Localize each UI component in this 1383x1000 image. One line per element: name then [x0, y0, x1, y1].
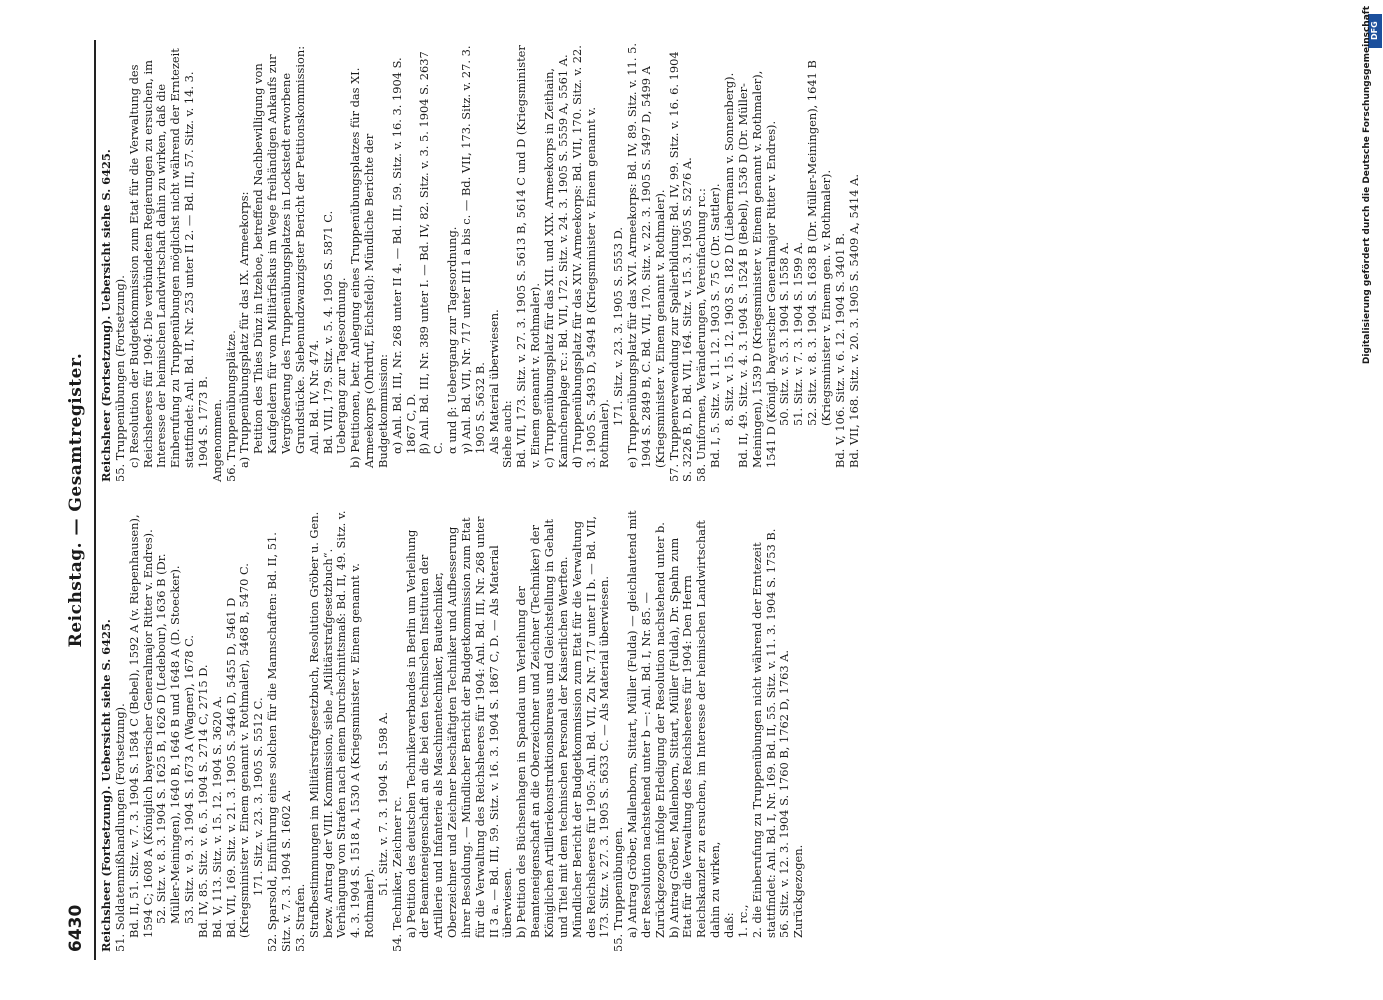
entry: Uebergang zur Tagesordnung.: [334, 277, 349, 454]
entry-heading: Reichsheer (Fortsetzung). Uebersicht siehe S. 6425.: [99, 619, 113, 952]
entry: 171. Sitz. v. 23. 3. 1905 S. 5512 C.: [251, 697, 266, 896]
entry: a) Truppenübungsplatz für das IX. Armeekorps:: [237, 191, 252, 468]
entry: a) Petition des deutschen Technikerverbandes in Berlin um Verleihung der Beamteneigenschaft an die bei den technischen Instituten der Artillerie und Infanterie als Maschinentechniker, Bautechniker, Oberzeichner und Zeichner beschäftigten Techniker und Aufbesserung ihrer Besoldung. — Mündlicher Bericht der Budgetkommission zum Etat für die Verwaltung des Reichsheeres für 1904: Anl. Bd. III, Nr. 268 unter II 3 a. — Bd. III, 59. Sitz. v. 16. 3. 1904 S. 1867 C, D. — Als Material überwiesen.: [403, 516, 515, 938]
entry: Bd. V, 106. Sitz. v. 6. 12. 1904 S. 3401 B.: [832, 232, 847, 468]
entry: 58. Uniformen, Veränderungen, Vereinfachung rc.:: [694, 188, 709, 482]
entry: d) Truppenübungsplatz für das XIV. Armeekorps: Bd. VII, 170. Sitz. v. 22. 3. 1905 S. 5493 D, 5494 B (Kriegsminister v. Einem genannt v. Rothmaler).: [569, 45, 612, 468]
entry: 53. Sitz. v. 9. 3. 1904 S. 1673 A (Wagner), 1678 C.: [182, 635, 197, 924]
digitization-stamp: [1362, 6, 1383, 996]
entry: b) Antrag Gröber, Mallenborn, Sittart, Müller (Fulda), Dr. Spahn zum Etat für die Verwaltung des Reichsheeres für 1904: Den Herrn Reichskanzler zu ersuchen, im Interesse der heimischen Landwirtschaft dahin zu wirken,: [666, 520, 723, 938]
entry: β) Anl. Bd. III, Nr. 389 unter I. — Bd. IV, 82. Sitz. v. 3. 5. 1904 S. 2637 C.: [417, 51, 446, 454]
entry: daß:: [721, 912, 736, 938]
entry-heading: Reichsheer (Fortsetzung). Uebersicht siehe S. 6425.: [99, 149, 113, 482]
entry: Bd. IV, 85. Sitz. v. 6. 5. 1904 S. 2714 C, 2715 D.: [195, 664, 210, 938]
right-column: [100, 40, 861, 482]
entry: 51. Sitz. v. 7. 3. 1904 S. 1598 A.: [375, 711, 390, 896]
entry: Zurückgezogen.: [791, 844, 806, 938]
stamp-text: Digitalisierung gefördert durch die Deutsche Forschungsgemeinschaft: [1362, 6, 1372, 365]
entry: b) Petition des Büchsenhagen in Spandau um Verleihung der Beamteneigenschaft an die Oberzeichner und Zeichner (Techniker) der Königlichen Artilleriekonstruktionsbureaus und Gleichstellung in Gehalt und Titel mit dem technischen Personal der Kaiserlichen Werften. Mündlicher Bericht der Budgetkommission zum Etat für die Verwaltung des Reichsheeres für 1905: Anl. Bd. VII, Zu Nr. 717 unter II b. — Bd. VII, 173. Sitz. v. 27. 3. 1905 S. 5633 C. — Als Material überwiesen.: [514, 516, 612, 938]
entry: α und β: Uebergang zur Tagesordnung.: [445, 226, 460, 454]
entry: 51. Sitz. v. 7. 3. 1904 S. 1599 A.: [791, 241, 806, 426]
entry: 52. Sitz. v. 8. 3. 1904 S. 1625 B, 1626 D (Ledebour), 1636 B (Dr. Müller-Meiningen), 1640 B, 1646 B und 1648 A (D. Stoecker).: [154, 553, 183, 924]
entry: Angenommen.: [209, 398, 224, 482]
entry: c) Resolution der Budgetkommission zum Etat für die Verwaltung des Reichsheeres für 1904: Die verbündeten Regierungen zu ersuchen, im Interesse der heimischen Landwirtschaft dahin zu wirken, daß die Einberufung zu Truppenübungen möglichst nicht während der Erntezeit stattfindet: Anl. Bd. II, Nr. 253 unter II 2. — Bd. III, 57. Sitz. v. 14. 3. 1904 S. 1773 B.: [126, 48, 210, 468]
page-title: Reichstag. — Gesamtregister.: [66, 352, 86, 648]
entry: Bd. VII, 168. Sitz. v. 20. 3. 1905 S. 5409 A, 5414 A.: [846, 174, 861, 468]
entry: 52. Sparsold, Einführung eines solchen für die Mannschaften: Bd. II, 51. Sitz. v. 7. 3. 1904 S. 1602 A.: [265, 532, 293, 952]
entry: 8. Sitz. v. 15. 12. 1903 S. 182 D (Liebermann v. Sonnenberg).: [721, 72, 736, 426]
entry: Bd. I, 5. Sitz. v. 11. 12. 1903 S. 75 C (Dr. Sattler).: [708, 183, 723, 468]
entry: Als Material überwiesen.: [486, 309, 501, 454]
entry: 52. Sitz. v. 8. 3. 1904 S. 1638 B (Dr. Müller-Meiningen), 1641 B (Kriegsminister v. Einem gen. v. Rothmaler).: [805, 60, 833, 426]
entry: 2. die Einberufung zu Truppenübungen nicht während der Erntezeit stattfindet: Anl. Bd. I, Nr. 169. Bd. II, 55. Sitz. v. 11. 3. 1904 S. 1753 B. 56. Sitz. v. 12. 3. 1904 S. 1760 B, 1762 D, 1763 A.: [749, 528, 792, 938]
page-header: [60, 40, 96, 960]
entry: Bd. VIII, 179. Sitz. v. 5. 4. 1905 S. 5871 C.: [320, 210, 335, 454]
page-number: 6430: [66, 904, 86, 952]
entry: α) Anl. Bd. III, Nr. 268 unter II 4. — Bd. III, 59. Sitz. v. 16. 3. 1904 S. 1867 C, D.: [389, 57, 418, 454]
entry: Bd. VII, 173. Sitz. v. 27. 3. 1905 S. 5613 B, 5614 C und D (Kriegsminister v. Einem genannt v. Rothmaler).: [514, 45, 543, 468]
entry: Petition des Thies Dünz in Itzehoe, betreffend Nachbewilligung von Kaufgeldern für vom Militärfiskus im Wege freihändigen Ankaufs zur Vergrößerung des Truppenübungsplatzes in Lockstedt erworbene Grundstücke. Siebenundzwanzigster Bericht der Petitionskommission: Anl. Bd. IV, Nr. 474.: [251, 45, 321, 454]
entry: c) Truppenübungsplatz für das XII. und XIX. Armeekorps in Zeithain, Kaninchenplage rc.: Bd. VII, 172. Sitz. v. 24. 3. 1905 S. 5559 A, 5561 A.: [542, 54, 570, 468]
entry: a) Antrag Gröber, Mallenborn, Sittart, Müller (Fulda) — gleichlautend mit der Resolution nachstehend unter b —: Anl. Bd. I, Nr. 85. — Zurückgezogen infolge Erledigung der Resolution nachstehend unter b.: [625, 510, 667, 938]
entry: 55. Truppenübungen.: [611, 826, 626, 952]
left-column: [100, 510, 806, 952]
entry: b) Petitionen, betr. Anlegung eines Truppenübungsplatzes für das XI. Armeekorps (Ohrdruf, Eichsfeld): Mündliche Berichte der Budgetkommission:: [348, 67, 390, 468]
entry: 57. Truppenverwendung zur Spalierbildung: Bd. IV, 99. Sitz. v. 16. 6. 1904 S. 3226 B, D. Bd. VII, 164. Sitz. v. 15. 3. 1905 S. 5276 A.: [666, 51, 695, 482]
entry: Bd. II, 49. Sitz. v. 4. 3. 1904 S. 1524 B (Bebel), 1536 D (Dr. Müller-Meiningen), 1539 D (Kriegsminister v. Einem genannt v. Rothmaler), 1541 D (Königl. bayerischer Generalmajor Ritter v. Endres).: [735, 70, 778, 468]
entry: γ) Anl. Bd. VII, Nr. 717 unter III 1 a bis c. — Bd. VII, 173. Sitz. v. 27. 3. 1905 S. 5632 B.: [458, 45, 487, 454]
entry: 50. Sitz. v. 5. 3. 1904 S. 1558 A.: [777, 241, 792, 426]
entry: 55. Truppenübungen (Fortsetzung).: [112, 275, 127, 482]
entry: e) Truppenübungsplatz für das XVI. Armeekorps: Bd. IV, 89. Sitz. v. 11. 5. 1904 S. 2849 B, C. Bd. VII, 170. Sitz. v. 22. 3. 1905 S. 5497 D, 5499 A (Kriegsminister v. Einem genannt v. Rothmaler).: [625, 42, 667, 468]
entry: Siehe auch:: [500, 400, 515, 468]
entry: 56. Truppenübungsplätze.: [223, 330, 238, 482]
entry: Verhängung von Strafen nach einem Durchschnittsmaß: Bd. II, 49. Sitz. v. 4. 3. 1904 S. 1518 A, 1530 A (Kriegsminister v. Einem genannt v. Rothmaler).: [334, 510, 377, 938]
dfg-logo: DFG: [1368, 14, 1382, 48]
entry: 54. Techniker, Zeichner rc.: [389, 796, 404, 952]
entry: 51. Soldatenmißhandlungen (Fortsetzung).: [112, 703, 127, 952]
entry: Bd. II, 51. Sitz. v. 7. 3. 1904 S. 1584 C (Bebel), 1592 A (v. Riepenhausen), 1594 C; 1608 A (Königlich bayerischer Generalmajor Ritter v. Endres).: [126, 514, 155, 938]
entry: Strafbestimmungen im Militärstrafgesetzbuch, Resolution Gröber u. Gen. bezw. Antrag der VIII. Kommission, siehe „Militärstrafgesetzbuch“.: [306, 511, 335, 938]
entry: 53. Strafen.: [292, 883, 307, 952]
entry: 1. rc.,: [735, 904, 750, 938]
entry: Bd. V, 113. Sitz. v. 15. 12. 1904 S. 3620 A.: [209, 695, 224, 938]
entry: 171. Sitz. v. 23. 3. 1905 S. 5553 D.: [611, 226, 626, 426]
entry: Bd. VII, 169. Sitz. v. 21. 3. 1905 S. 5446 D, 5455 D, 5461 D (Kriegsminister v. Einem genannt v. Rothmaler), 5468 B, 5470 C.: [223, 563, 252, 938]
